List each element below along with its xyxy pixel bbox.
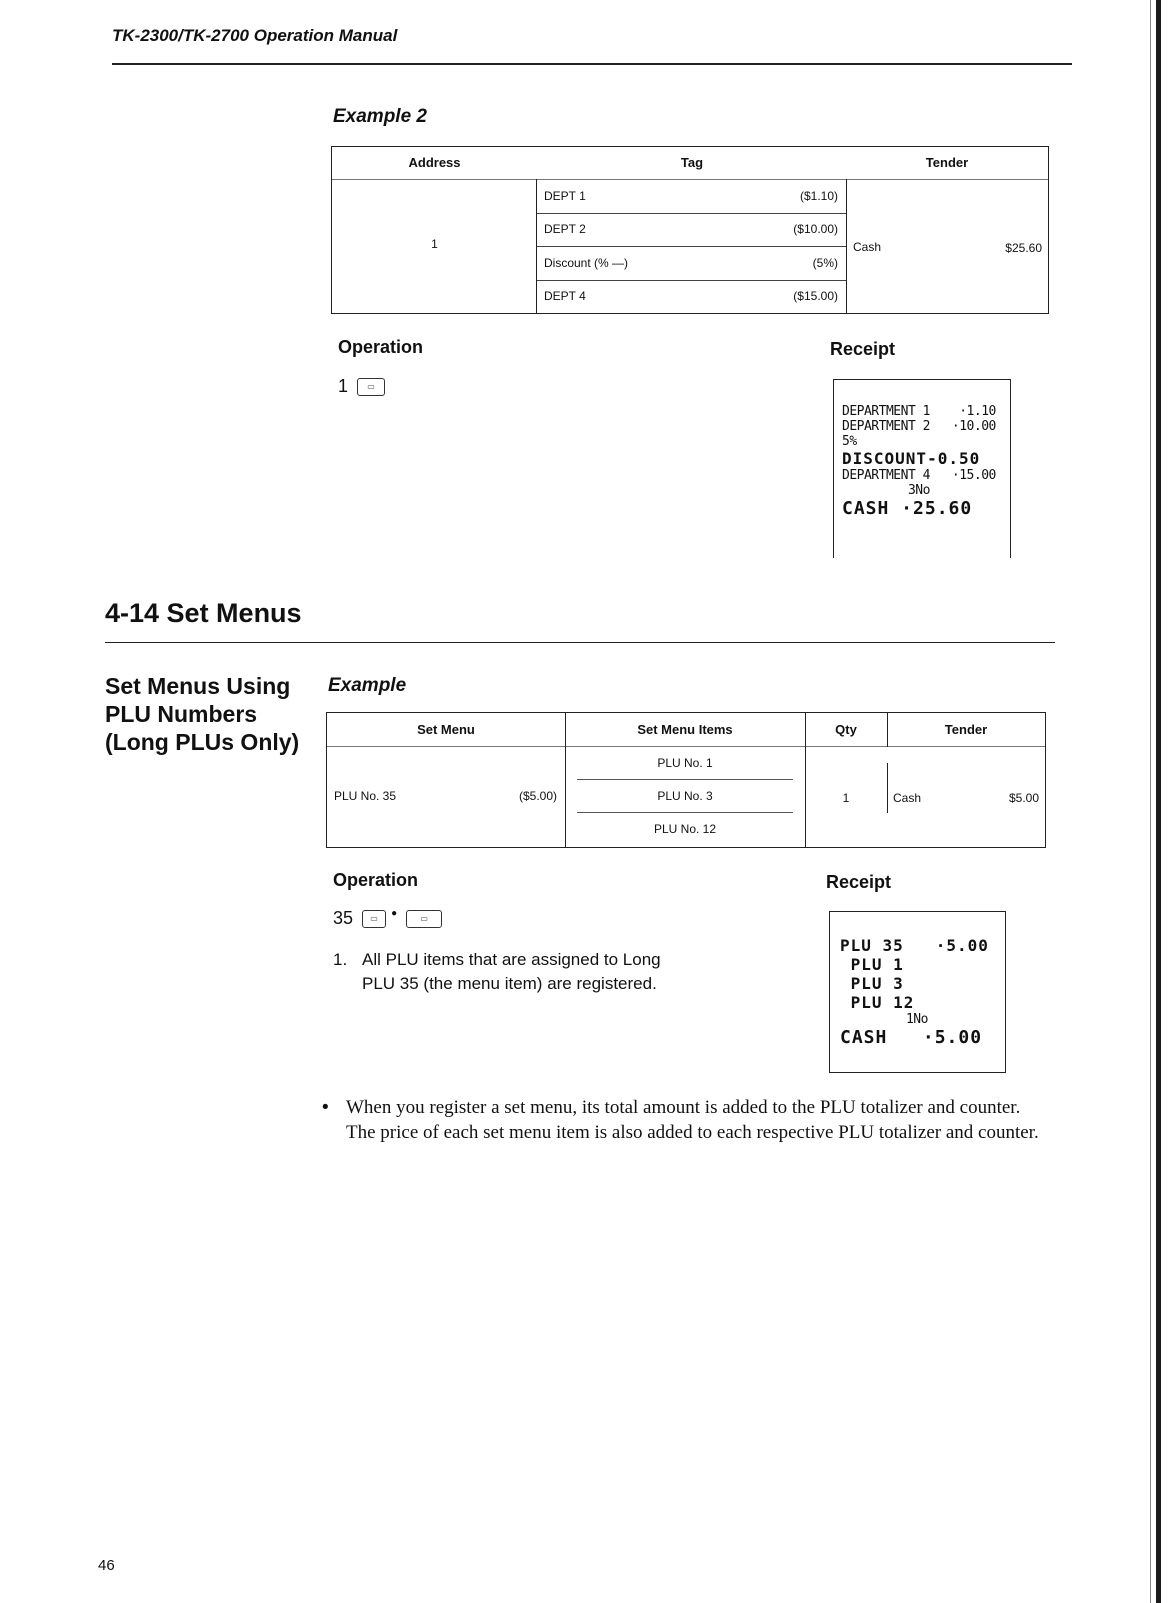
tender-header: Tender [925,155,969,170]
row-divider-2 [537,246,846,247]
receipt-line: PLU 1 [840,955,904,974]
tag-value-4: ($15.00) [793,289,838,303]
set-menu-item: PLU No. 3 [657,789,713,803]
tag-name-3: Discount (% —) [544,256,629,270]
plu-key-icon: ▭ [362,910,386,928]
tender-method-2: Cash [893,791,922,805]
section-rule [105,642,1055,643]
operation-label-2: Operation [333,870,419,890]
set-menu-price: ($5.00) [518,789,557,803]
bullet-symbol: • [322,1097,329,1118]
tender-header-2: Tender [944,722,988,737]
receipt-line: PLU 12 [840,993,915,1012]
receipt-line: CASH ·25.60 [842,498,973,519]
tender-method: Cash [853,240,882,254]
example-title: Example [328,675,407,696]
items-row-divider-1 [577,779,793,780]
page-number: 46 [98,1557,115,1574]
page-edge-bar [1156,0,1161,1603]
receipt-line: DEPARTMENT 4 ·15.00 [842,468,996,483]
receipt-line: 3No [842,483,930,498]
note-text-line: All PLU items that are assigned to Long [362,950,661,969]
set-menu-name: PLU No. 35 [334,789,397,803]
set-menu-header: Set Menu [417,722,475,737]
receipt-line: PLU 35 ·5.00 [840,936,989,955]
receipt-line: PLU 3 [840,974,904,993]
operation-number-2: 35 [333,908,354,928]
bullet-text: When you register a set menu, its total amount is added to the PLU totalizer and counter. The price of each set menu item is also added to each respective PLU totalizer and counter. [346,1097,1039,1143]
receipt-line: CASH ·5.00 [840,1027,983,1048]
row-divider-3 [537,280,846,281]
receipt-line: DEPARTMENT 2 ·10.00 [842,419,996,434]
note-number: 1. [333,950,348,969]
qty-value: 1 [842,791,850,805]
operation-number: 1 [338,376,349,396]
page-edge-shadow [1150,0,1151,1603]
items-row-divider-2 [577,812,793,813]
receipt-line: DEPARTMENT 1 ·1.10 [842,404,996,419]
set-menu-items-header: Set Menu Items [637,722,733,737]
section-title: 4-14 Set Menus [105,598,302,628]
set-menu-table [326,712,1046,848]
tag-name-2: DEPT 2 [544,222,586,236]
example-2-title: Example 2 [333,106,427,127]
manual-header-title: TK-2300/TK-2700 Operation Manual [112,26,398,45]
receipt-label: Receipt [830,339,896,359]
side-title [105,672,299,756]
header-rule [112,63,1072,65]
operation-label: Operation [338,337,424,357]
receipt-2 [829,911,1006,1073]
receipt-1 [833,379,1011,558]
tag-value-2: ($10.00) [793,222,838,236]
col-divider-b [805,713,806,847]
tender-amount-2: $5.00 [1008,791,1039,805]
note-text-line: PLU 35 (the menu item) are registered. [362,974,657,993]
tag-header: Tag [680,155,704,170]
tag-value-3: (5%) [812,256,838,270]
tag-value-1: ($1.10) [799,189,838,203]
tender-amount: $25.60 [1005,241,1042,255]
ca-amt-tend-key-icon: ▭ [406,910,442,928]
col-divider-c-top [887,713,888,747]
address-header: Address [408,155,461,170]
receipt-line: 5% [842,434,857,449]
header-divider-2 [327,746,1045,747]
receipt-label-2: Receipt [826,872,892,892]
address-value: 1 [431,237,438,251]
side-title-line: Set Menus Using [105,673,291,699]
col-divider-2 [846,179,847,313]
operation-sequence [338,376,385,397]
header-divider [332,179,1048,180]
operation-sequence-2 [333,908,442,929]
receipt-line: DISCOUNT-0.50 [842,449,981,468]
example-2-table [331,146,1049,314]
dept-key-icon: ▭ [357,378,385,396]
note-text [362,948,702,996]
tag-name-4: DEPT 4 [544,289,586,303]
receipt-line: 1No [840,1012,928,1027]
tag-name-1: DEPT 1 [544,189,586,203]
qty-header: Qty [835,722,857,737]
side-title-line: (Long PLUs Only) [105,729,300,755]
set-menu-item: PLU No. 1 [657,756,713,770]
side-title-line: PLU Numbers [105,701,258,727]
set-menu-item: PLU No. 12 [653,822,717,836]
row-divider-1 [537,213,846,214]
col-divider-c-mid [887,763,888,813]
step-dot-icon: ● [391,908,398,919]
